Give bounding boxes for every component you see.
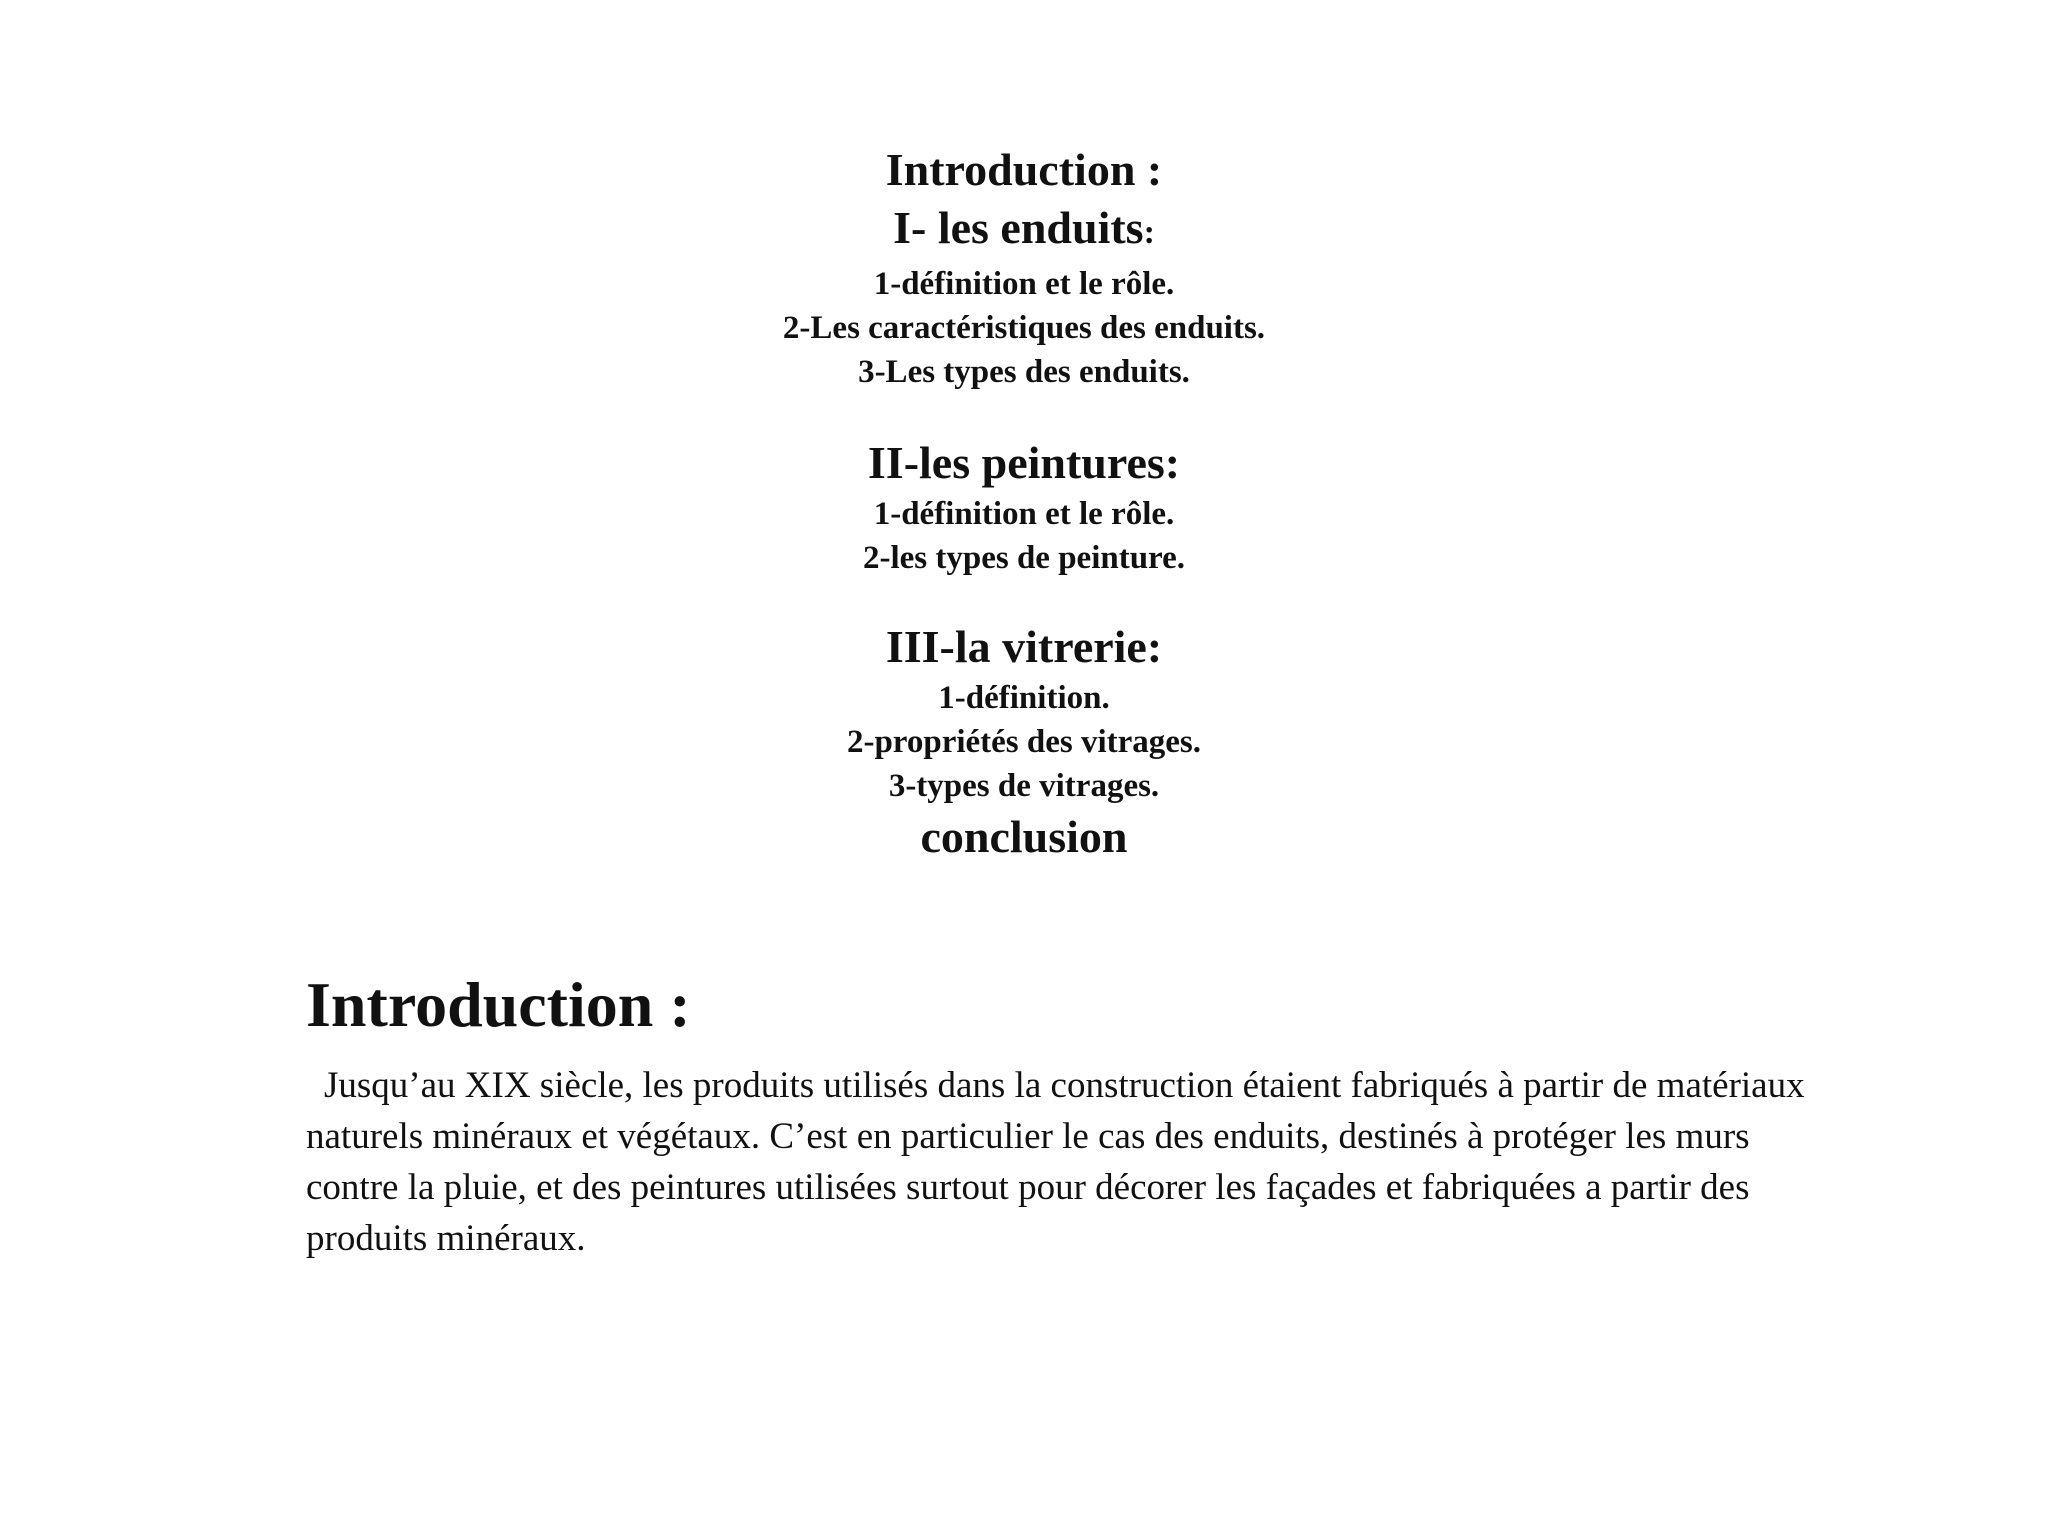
toc-spacer xyxy=(0,394,2048,434)
toc-section-1-item: 3-Les types des enduits. xyxy=(858,354,1190,390)
toc-section-2-item: 2-les types de peinture. xyxy=(862,540,1186,576)
toc-section-1-title-text: I- les enduits xyxy=(893,202,1144,253)
toc-section-3-title: III-la vitrerie: xyxy=(885,621,1163,672)
toc-section-1-item: 1-définition et le rôle. xyxy=(873,266,1175,302)
toc-spacer xyxy=(0,580,2048,618)
introduction-paragraph: Jusqu’au XIX siècle, les produits utilisés dans la construction étaient fabriqués à partir de matériaux naturels minéraux et végétaux. C’est en particulier le cas des enduits, destinés à protéger les murs contre la pluie, et des peintures utilisées surtout pour décorer les façades et fabriquées a partir des produits minéraux. xyxy=(306,1065,1805,1259)
toc-section-3-item: 2-propriétés des vitrages. xyxy=(846,724,1202,760)
introduction-section xyxy=(306,968,1806,1264)
introduction-heading: Introduction : xyxy=(306,969,691,1040)
toc-section-2-title: II-les peintures: xyxy=(867,437,1181,488)
toc-section-1-title xyxy=(0,199,2048,262)
toc-section-3-item: 3-types de vitrages. xyxy=(888,768,1160,804)
toc-section-3-item: 1-définition. xyxy=(938,680,1110,716)
table-of-contents xyxy=(0,141,2048,866)
toc-section-1-title-suffix: : xyxy=(1143,214,1155,251)
toc-introduction: Introduction : xyxy=(885,144,1163,195)
toc-conclusion: conclusion xyxy=(920,811,1128,862)
toc-section-2-item: 1-définition et le rôle. xyxy=(873,496,1175,532)
toc-section-1-item: 2-Les caractéristiques des enduits. xyxy=(782,310,1266,346)
